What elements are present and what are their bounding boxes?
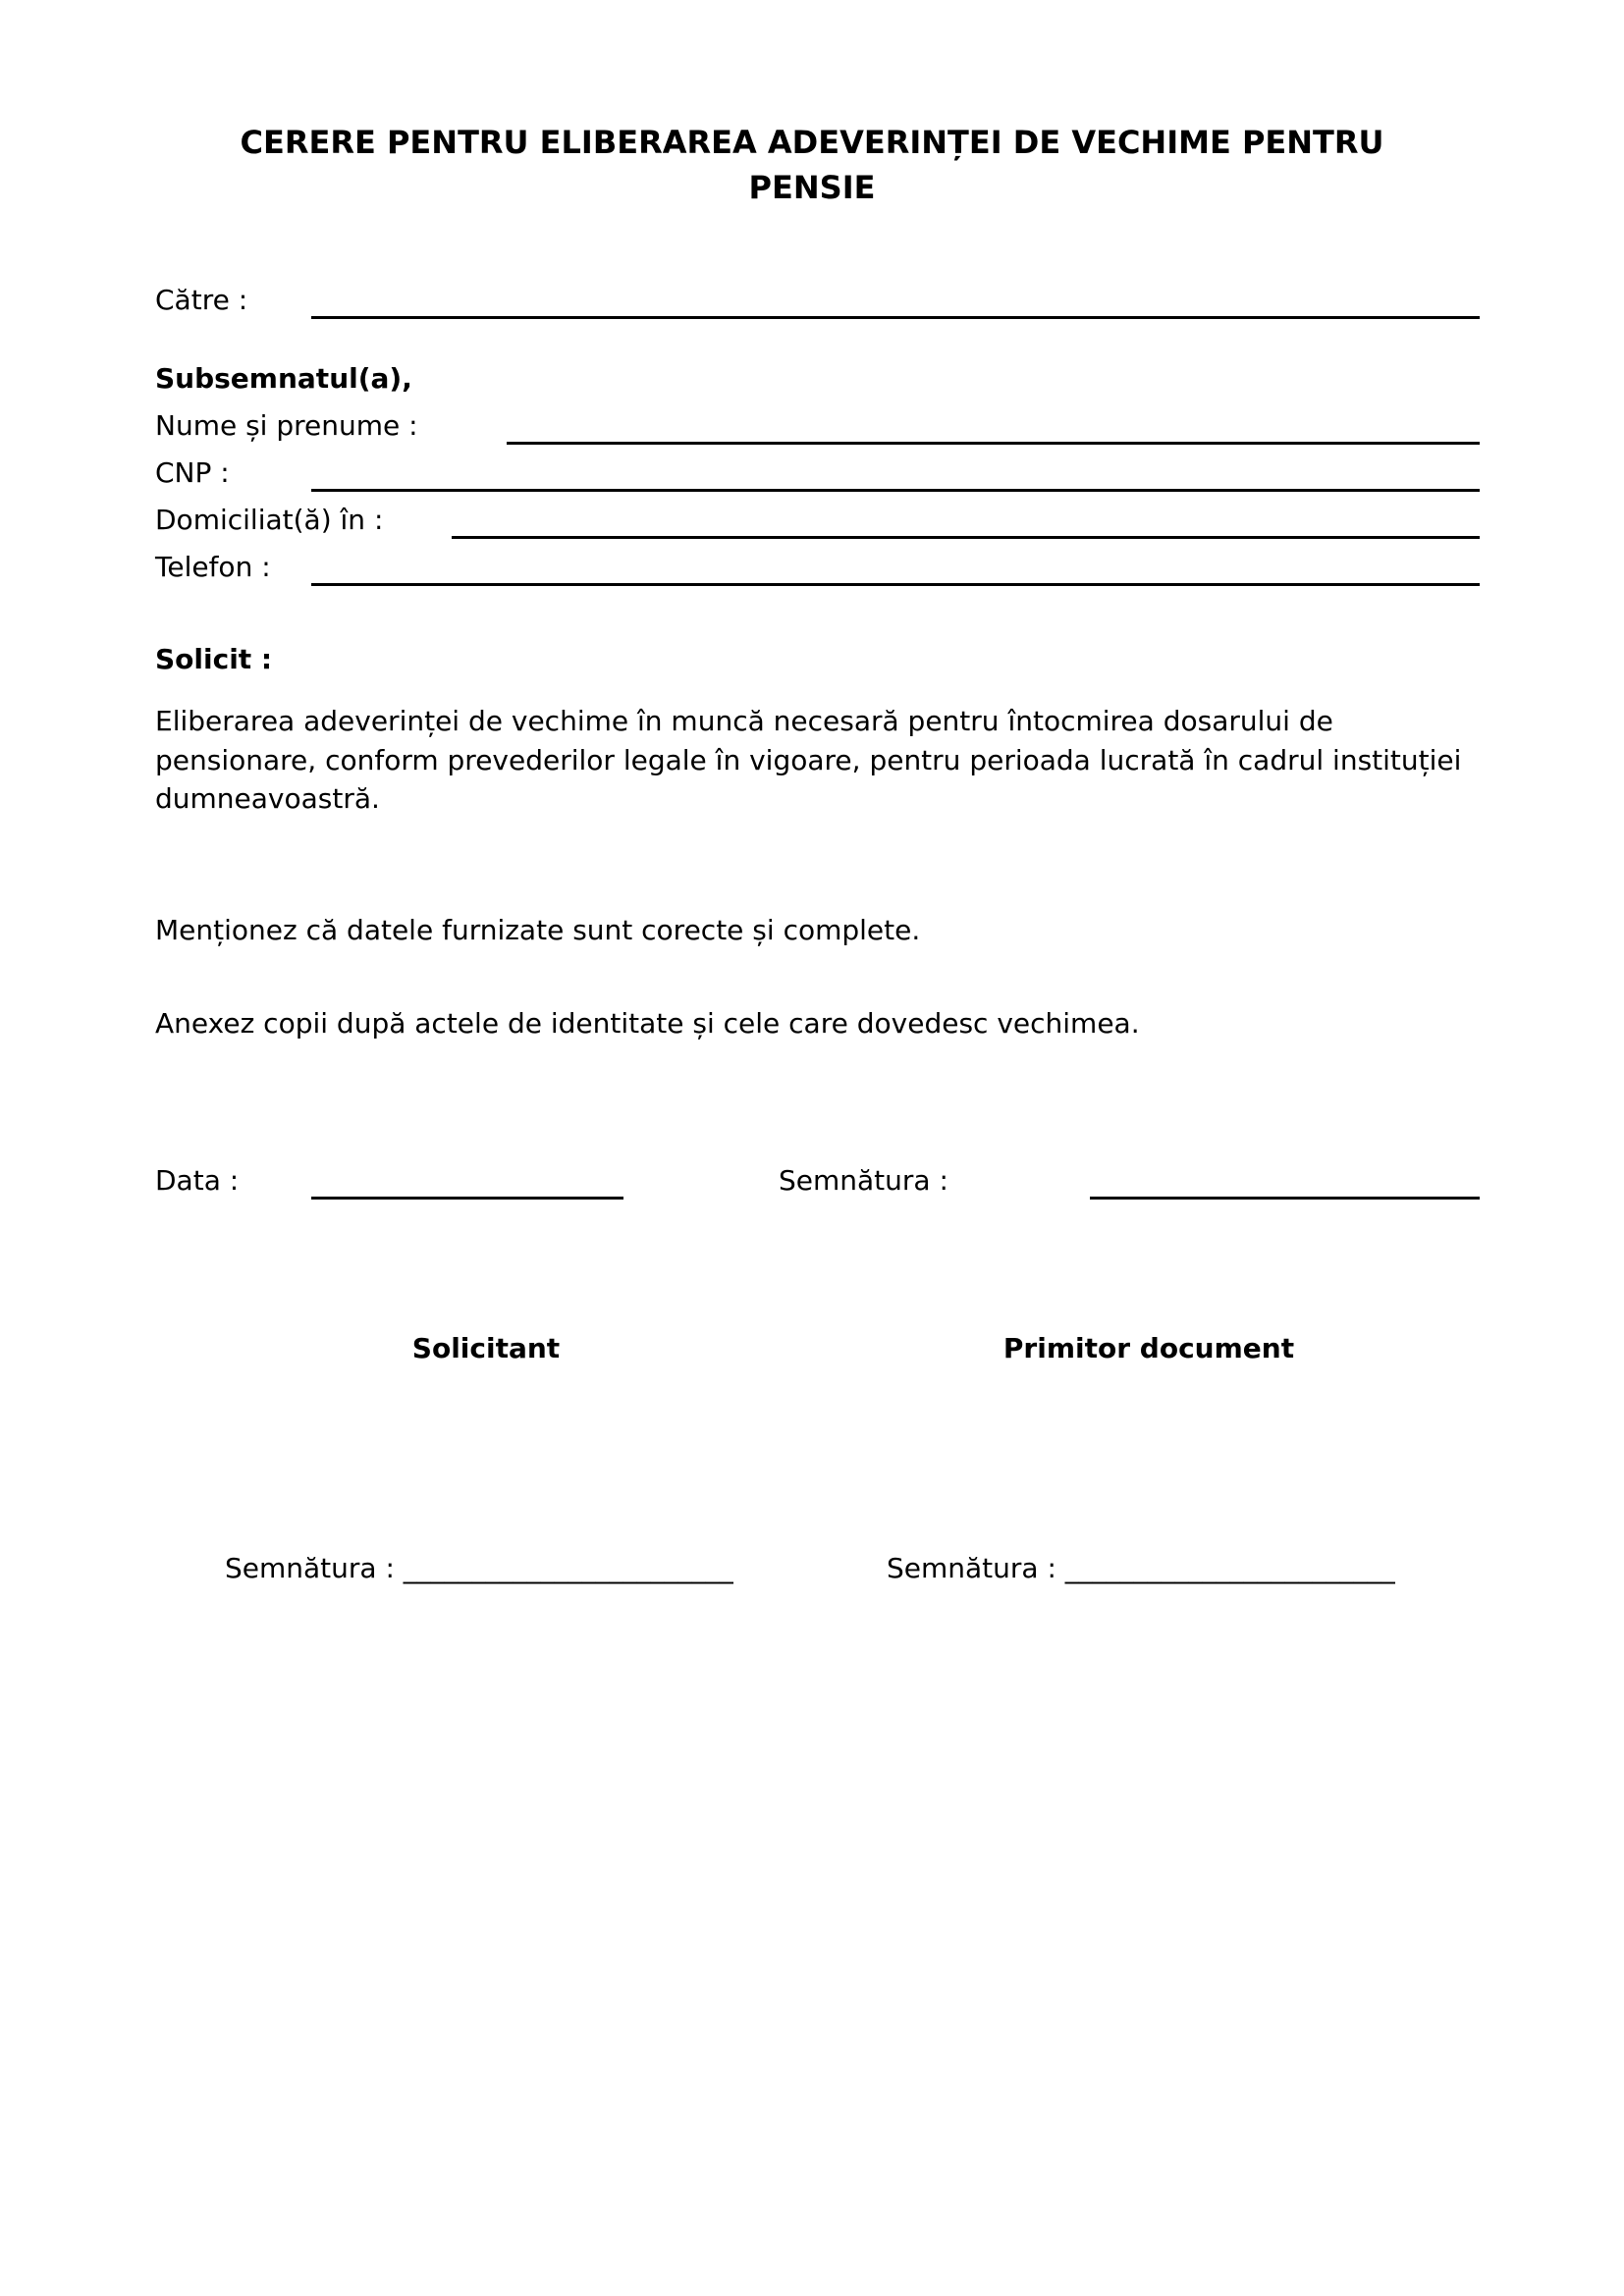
- date-label: Data :: [155, 1164, 240, 1197]
- name-label: Nume și prenume :: [155, 409, 418, 442]
- confirmation-statement: Menționez că datele furnizate sunt corecte și complete.: [155, 914, 921, 946]
- recipient-label: Către :: [155, 284, 248, 316]
- request-heading: Solicit :: [155, 643, 273, 675]
- receiver-signature-line[interactable]: Semnătura : ________________________: [887, 1552, 1395, 1584]
- request-text: Eliberarea adeverinței de vechime în muncă necesară pentru întocmirea dosarului de pensionare, conform prevederilor legale în vigoare, pentru perioada lucrată în cadrul instituției dumneavoastră.: [155, 705, 1462, 815]
- recipient-field-line[interactable]: [311, 316, 1480, 319]
- applicant-column-label: Solicitant: [411, 1332, 561, 1364]
- name-field-line[interactable]: [507, 442, 1480, 445]
- phone-label: Telefon :: [155, 551, 271, 583]
- date-field-line[interactable]: [311, 1197, 623, 1200]
- address-field-line[interactable]: [452, 536, 1480, 539]
- applicant-signature-line[interactable]: Semnătura : ________________________: [225, 1552, 733, 1584]
- signature-label: Semnătura :: [779, 1164, 948, 1197]
- address-label: Domiciliat(ă) în :: [155, 504, 384, 536]
- signature-field-line[interactable]: [1090, 1197, 1480, 1200]
- receiver-column-label: Primitor document: [1002, 1332, 1295, 1364]
- cnp-label: CNP :: [155, 456, 230, 489]
- phone-field-line[interactable]: [311, 583, 1480, 586]
- cnp-field-line[interactable]: [311, 489, 1480, 492]
- document-title: CERERE PENTRU ELIBERAREA ADEVERINȚEI DE VECHIME PENTRU PENSIE: [240, 124, 1384, 206]
- applicant-heading: Subsemnatul(a),: [155, 362, 412, 395]
- attachments-statement: Anexez copii după actele de identitate și cele care dovedesc vechimea.: [155, 1007, 1140, 1040]
